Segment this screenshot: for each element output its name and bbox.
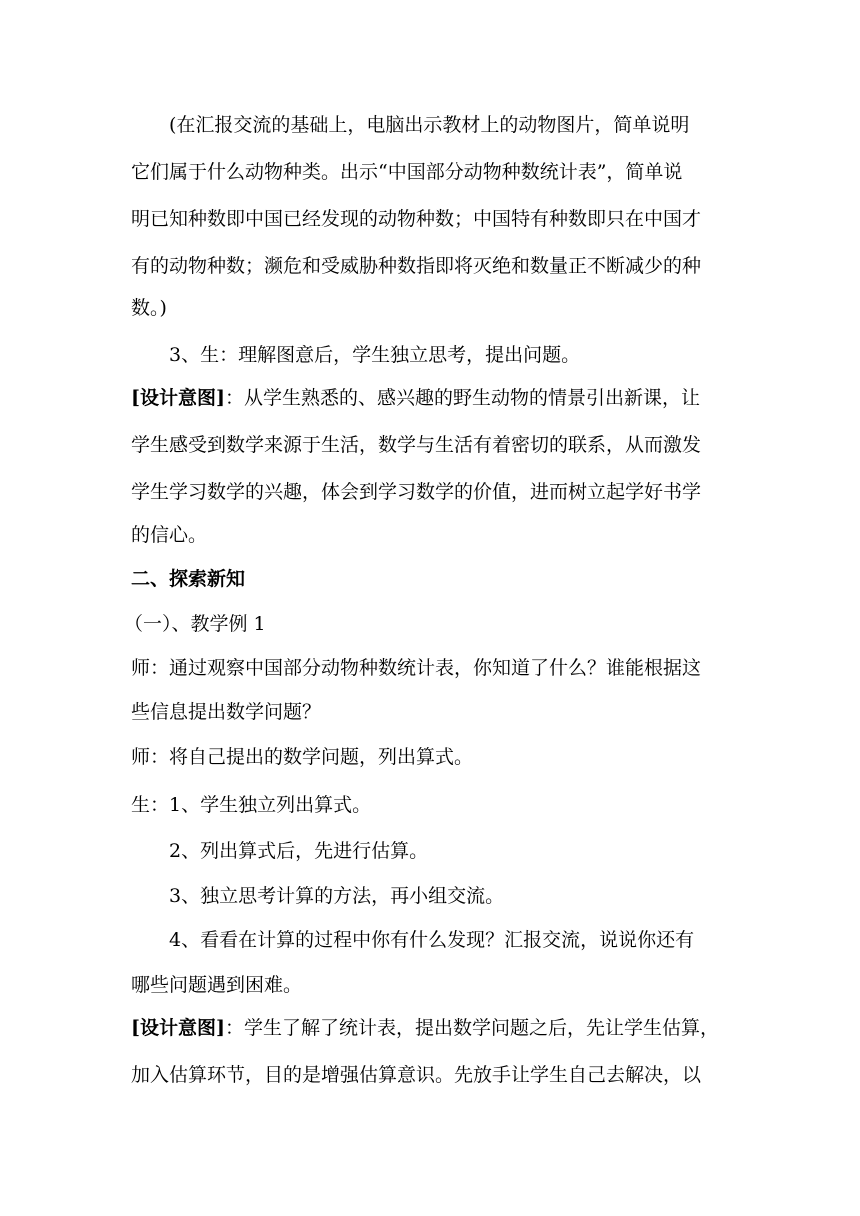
para1-line3: 明已知种数即中国已经发现的动物种数；中国特有种数即只在中国才 [131,208,702,230]
para1-line5: 数。) [131,297,167,319]
design-label: [设计意图] [131,1017,225,1039]
design-note-2 [131,1016,719,1040]
student-step-4a: 4、看看在计算的过程中你有什么发现？汇报交流，说说你还有 [169,929,695,951]
design-note-1 [131,386,700,410]
subsection-heading: （一）、教学例 1 [124,613,266,635]
design1-line4: 的信心。 [131,524,208,546]
student-step-1: 生：1、学生独立列出算式。 [131,794,372,816]
teacher-line-2: 师：将自己提出的数学问题，列出算式。 [131,746,474,768]
student-step-4b: 哪些问题遇到困难。 [131,974,303,996]
design1-line3: 学生学习数学的兴趣，体会到学习数学的价值，进而树立起学好书学 [131,481,702,503]
student-step-2: 2、列出算式后，先进行估算。 [169,840,429,862]
design-text: ：学生了解了统计表，提出数学问题之后，先让学生估算， [224,1017,719,1039]
design2-line2: 加入估算环节，目的是增强估算意识。先放手让学生自己去解决，以 [131,1064,702,1086]
section-heading: 二、探索新知 [131,568,246,590]
teacher-line-1b: 些信息提出数学问题？ [131,701,322,723]
student-step-3: 3、独立思考计算的方法，再小组交流。 [169,885,505,907]
design1-line2: 学生感受到数学来源于生活，数学与生活有着密切的联系，从而激发 [131,434,702,456]
para1-line2: 它们属于什么动物种类。出示“中国部分动物种数统计表”，简单说 [131,161,683,183]
step3-text: 3、生：理解图意后，学生独立思考，提出问题。 [169,344,581,366]
design-text: ：从学生熟悉的、感兴趣的野生动物的情景引出新课，让 [224,387,700,409]
teacher-line-1a: 师：通过观察中国部分动物种数统计表，你知道了什么？谁能根据这 [131,657,702,679]
para1-line1: (在汇报交流的基础上，电脑出示教材上的动物图片，简单说明 [169,114,690,136]
para1-line4: 有的动物种数；濒危和受威胁种数指即将灭绝和数量正不断减少的种 [131,255,702,277]
design-label: [设计意图] [131,387,225,409]
